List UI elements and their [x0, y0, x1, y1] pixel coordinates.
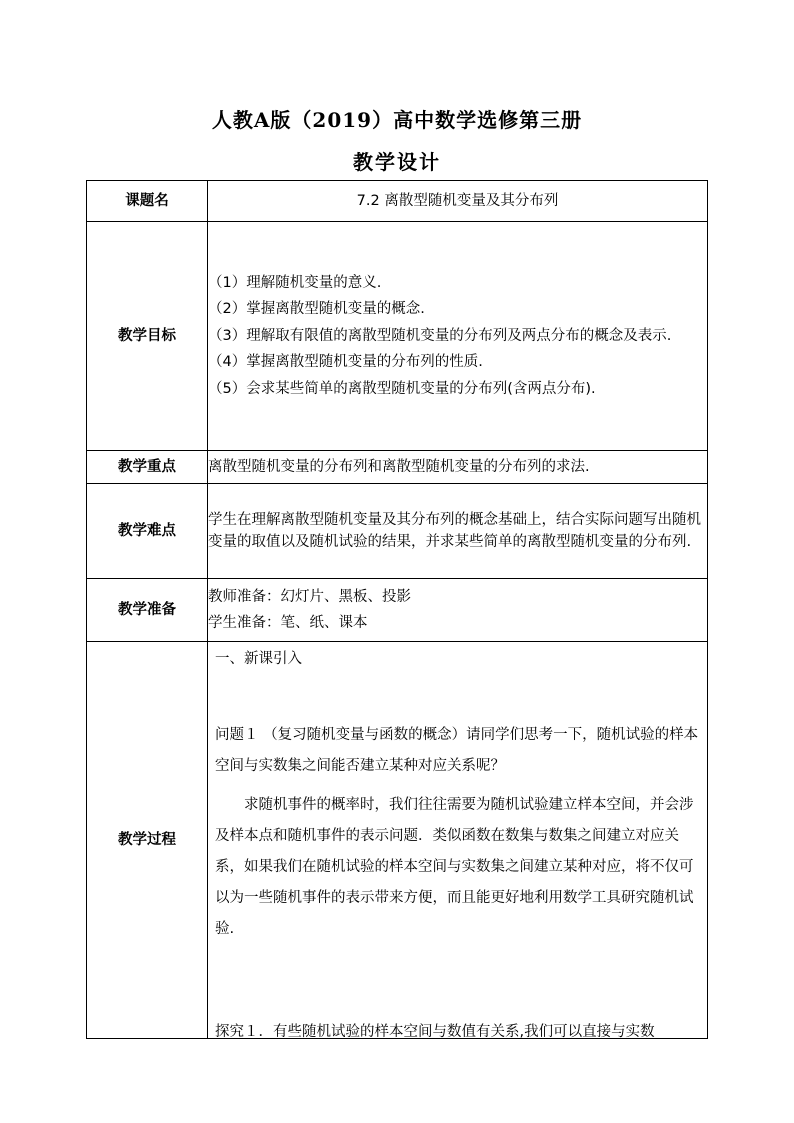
goal-item: （4）掌握离散型随机变量的分布列的性质.	[208, 354, 483, 371]
table-row-key-points	[87, 451, 708, 484]
table-row-topic	[87, 181, 708, 222]
process-content	[208, 642, 708, 1039]
topic-label: 课题名	[87, 181, 208, 222]
page-subtitle: 教学设计	[353, 150, 441, 174]
key-points-label: 教学重点	[87, 451, 208, 484]
student-preparation: 学生准备：笔、纸、课本	[208, 615, 368, 631]
goal-item: （3）理解取有限值的离散型随机变量的分布列及两点分布的概念及表示.	[208, 327, 672, 344]
goal-item: （1）理解随机变量的意义.	[208, 274, 382, 291]
goal-item: （2）掌握离散型随机变量的概念.	[208, 301, 425, 318]
table-row-difficulties	[87, 484, 708, 579]
goals-label: 教学目标	[87, 222, 208, 451]
topic-value: 7.2 离散型随机变量及其分布列	[208, 181, 708, 222]
body-paragraph: 求随机事件的概率时，我们往往需要为随机试验建立样本空间，并会涉及样本点和随机事件的表示问题．类似函数在数集与数集之间建立对应关系，如果我们在随机试验的样本空间与实数集之间建立某种对应，将不仅可以为一些随机事件的表示带来方便，而且能更好地利用数学工具研究随机试验.	[215, 797, 694, 938]
key-points-value: 离散型随机变量的分布列和离散型随机变量的分布列的求法.	[208, 451, 708, 484]
question-paragraph: 问题１ （复习随机变量与函数的概念）请同学们思考一下，随机试验的样本空间与实数集之间能否建立某种对应关系呢？	[215, 727, 699, 775]
lesson-plan-table	[86, 180, 708, 1039]
table-row-process	[87, 642, 708, 1039]
preparation-content	[208, 579, 708, 642]
section-heading: 一、新课引入	[215, 651, 302, 667]
table-row-preparation	[87, 579, 708, 642]
page-title: 人教A版（2019）高中数学选修第三册	[211, 108, 583, 132]
process-label: 教学过程	[87, 642, 208, 1039]
table-row-goals	[87, 222, 708, 451]
teacher-preparation: 教师准备：幻灯片、黑板、投影	[208, 588, 411, 605]
preparation-label: 教学准备	[87, 579, 208, 642]
difficulties-label: 教学难点	[87, 484, 208, 579]
goals-content	[208, 222, 708, 451]
difficulties-value: 学生在理解离散型随机变量及其分布列的概念基础上，结合实际问题写出随机变量的取值以及随机试验的结果，并求某些简单的离散型随机变量的分布列.	[208, 484, 708, 579]
explore-paragraph: 探究１．有些随机试验的样本空间与数值有关系,我们可以直接与实数	[215, 1024, 655, 1041]
goal-item: （5）会求某些简单的离散型随机变量的分布列(含两点分布).	[208, 380, 596, 397]
